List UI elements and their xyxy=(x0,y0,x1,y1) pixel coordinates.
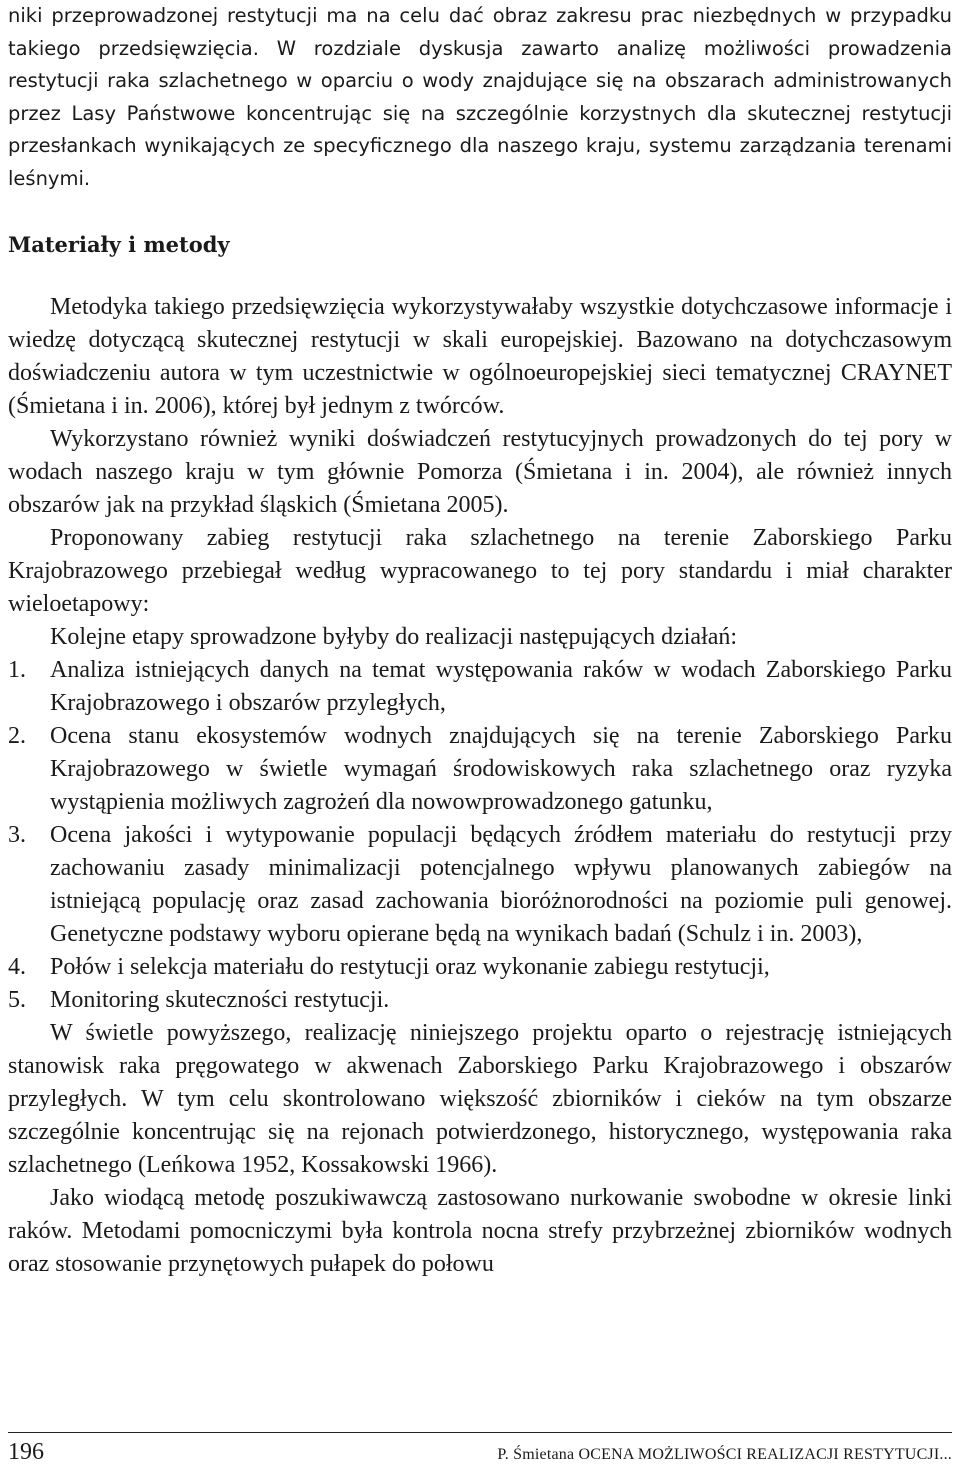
intro-paragraph: niki przeprowadzonej restytucji ma na celu dać obraz zakresu prac niezbędnych w przypadku takiego przedsięwzięcia. W rozdziale dyskusja zawarto analizę możliwości prowadzenia restytucji raka szlachetnego w oparciu o wody znajdujące się na obszarach administrowanych przez Lasy Państwowe koncentrując się na szczególnie korzystnych dla skutecznej restytucji przesłankach wynikających ze specyficznego dla naszego kraju, systemu zarządzania terenami leśnymi. xyxy=(8,4,952,190)
list-item-text: Ocena stanu ekosystemów wodnych znajdujących się na terenie Zaborskiego Parku Krajobrazowego w świetle wymagań środowiskowych raka szlachetnego oraz ryzyka wystąpienia możliwych zagrożeń dla nowowprowadzonego gatunku, xyxy=(50,722,952,815)
paragraph-proposed-procedure: Proponowany zabieg restytucji raka szlachetnego na terenie Zaborskiego Parku Krajobrazowego przebiegał według wypracowanego to tej pory standardu i miał charakter wieloetapowy: xyxy=(8,524,952,617)
list-item-number: 2. xyxy=(8,722,26,749)
list-item xyxy=(8,720,952,819)
list-item-number: 5. xyxy=(8,986,26,1013)
list-item-text: Monitoring skuteczności restytucji. xyxy=(50,986,390,1013)
list-item-text: Analiza istniejących danych na temat występowania raków w wodach Zaborskiego Parku Krajobrazowego i obszarów przyległych, xyxy=(50,656,952,716)
list-item-number: 3. xyxy=(8,821,26,848)
list-item-text: Połów i selekcja materiału do restytucji oraz wykonanie zabiegu restytucji, xyxy=(50,953,770,980)
paragraph-search-method: Jako wiodącą metodę poszukiwawczą zastosowano nurkowanie swobodne w okresie linki raków. Metodami pomocniczymi była kontrola nocna strefy przybrzeżnej zbiorników wodnych oraz stosowanie przynętowych pułapek do połowu xyxy=(8,1184,952,1277)
running-head: P. Śmietana OCENA MOŻLIWOŚCI REALIZACJI RESTYTUCJI... xyxy=(497,1446,952,1463)
list-item xyxy=(8,654,952,720)
list-item xyxy=(8,819,952,951)
paragraph-previous-results: Wykorzystano również wyniki doświadczeń restytucyjnych prowadzonych do tej pory w wodach naszego kraju w tym głównie Pomorza (Śmietana i in. 2004), ale również innych obszarów jak na przykład śląskich (Śmietana 2005). xyxy=(8,425,952,518)
page-content xyxy=(8,0,952,1281)
paragraph-stages-intro: Kolejne etapy sprowadzone byłyby do realizacji następujących działań: xyxy=(50,623,738,650)
list-item-number: 4. xyxy=(8,953,26,980)
list-item xyxy=(8,984,952,1017)
list-item-number: 1. xyxy=(8,656,26,683)
stages-list xyxy=(8,654,952,1017)
paragraph-project-basis: W świetle powyższego, realizację niniejszego projektu oparto o rejestrację istniejących stanowisk raka pręgowatego w akwenach Zaborskiego Parku Krajobrazowego i obszarów przyległych. W tym celu skontrolowano większość zbiorników i cieków na tym obszarze szczególnie koncentrując się na rejonach potwierdzonego, historycznego, występowania raka szlachetnego (Leńkowa 1952, Kossakowski 1966). xyxy=(8,1019,952,1178)
paragraph-methodology: Metodyka takiego przedsięwzięcia wykorzystywałaby wszystkie dotychczasowe informacje i wiedzę dotyczącą skutecznej restytucji w skali europejskiej. Bazowano na dotychczasowym doświadczeniu autora w tym uczestnictwie w ogólnoeuropejskiej sieci tematycznej CRAYNET (Śmietana i in. 2006), której był jednym z twórców. xyxy=(8,293,952,419)
list-item xyxy=(8,951,952,984)
section-heading: Materiały i metody xyxy=(8,231,230,257)
section-body xyxy=(8,291,952,1281)
list-item-text: Ocena jakości i wytypowanie populacji będących źródłem materiału do restytucji przy zachowaniu zasady minimalizacji potencjalnego wpływu planowanych zabiegów na istniejącą populację oraz zasad zachowania bioróżnorodności na poziomie puli genowej. Genetyczne podstawy wyboru opierane będą na wynikach badań (Schulz i in. 2003), xyxy=(50,821,952,947)
page-footer xyxy=(8,1432,952,1469)
page-number: 196 xyxy=(8,1439,44,1465)
